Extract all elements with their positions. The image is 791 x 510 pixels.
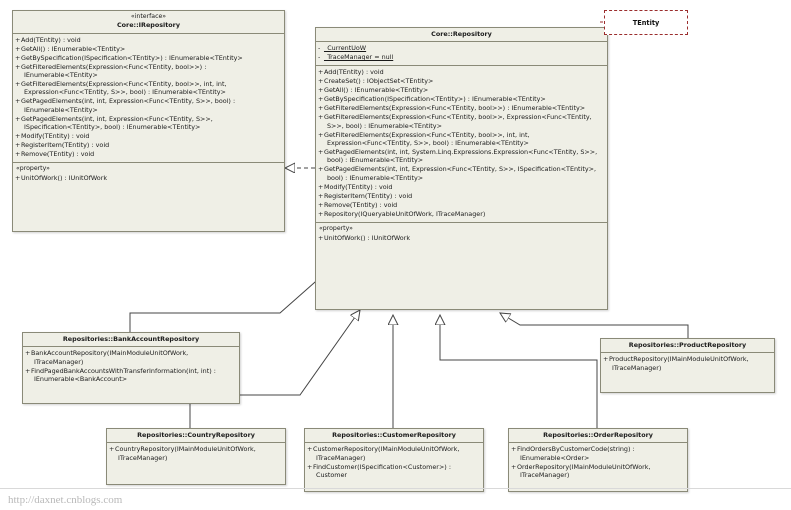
visibility-marker: + <box>15 114 21 123</box>
member-row <box>318 86 605 94</box>
member-signature: GetPagedElements(int, int, Expression<Func<TEntity, S>>, ISpecification<TEntity>, bool) : IEnumerable<TEntity> <box>324 165 596 182</box>
class-box-product-repository[interactable] <box>600 338 775 393</box>
class-members-product-repository <box>601 353 774 375</box>
member-row <box>318 131 605 148</box>
class-header-order-repository <box>509 429 687 443</box>
visibility-marker: + <box>318 77 324 86</box>
member-row <box>318 113 605 130</box>
property-caption: «property» <box>319 224 353 232</box>
property-row <box>318 234 605 242</box>
class-properties-icore-repository <box>13 163 284 186</box>
visibility-marker: + <box>318 191 324 200</box>
member-row <box>318 210 605 218</box>
member-signature: CustomerRepository(IMainModuleUnitOfWork, ITraceManager) <box>313 445 460 462</box>
member-row <box>511 463 685 480</box>
class-box-core-repository[interactable] <box>315 27 608 310</box>
visibility-marker: + <box>307 462 313 471</box>
member-signature: GetFilteredElements(Expression<Func<TEntity, bool>>, int, int, Expression<Func<TEntity, S>>, bool) : IEnumerable<TEntity> <box>324 130 530 147</box>
class-header-product-repository <box>601 339 774 353</box>
class-name: Repositories::BankAccountRepository <box>62 335 200 343</box>
visibility-marker: + <box>15 79 21 88</box>
member-row <box>318 201 605 209</box>
member-signature: Remove(TEntity) : void <box>324 200 398 209</box>
class-name: Core::Repository <box>431 30 492 38</box>
visibility-marker: + <box>15 174 21 183</box>
field-name: _TraceManager = null <box>324 53 394 62</box>
visibility-marker: + <box>603 355 609 364</box>
visibility-marker: + <box>318 104 324 113</box>
member-signature: GetBySpecification(ISpecification<TEntity>) : IEnumerable<TEntity> <box>324 95 546 104</box>
visibility-marker: - <box>318 53 321 62</box>
visibility-marker: + <box>318 95 324 104</box>
watermark-text: http://daxnet.cnblogs.com <box>8 494 123 506</box>
member-row <box>307 445 481 462</box>
class-header-country-repository <box>107 429 285 443</box>
visibility-marker: + <box>15 44 21 53</box>
footer-divider <box>0 488 791 489</box>
class-name: Repositories::ProductRepository <box>628 341 747 349</box>
member-row <box>25 349 237 366</box>
member-row <box>15 150 282 158</box>
class-properties-core-repository <box>316 223 607 246</box>
class-name: Core::IRepository <box>116 21 181 30</box>
class-name: Repositories::CountryRepository <box>137 431 255 439</box>
member-row <box>15 54 282 62</box>
visibility-marker: + <box>318 233 324 242</box>
member-row <box>15 45 282 53</box>
visibility-marker: + <box>15 62 21 71</box>
member-row <box>318 77 605 85</box>
visibility-marker: + <box>318 200 324 209</box>
class-members-core-repository <box>316 66 607 222</box>
visibility-marker: + <box>318 68 324 77</box>
member-signature: Remove(TEntity) : void <box>21 150 95 159</box>
property-signature: UnitOfWork() : IUnitOfWork <box>324 233 411 242</box>
visibility-marker: + <box>15 150 21 159</box>
field-row <box>318 44 605 52</box>
field-name: _CurrentUoW <box>324 44 367 53</box>
visibility-marker: + <box>109 445 115 454</box>
member-row <box>15 36 282 44</box>
class-box-country-repository[interactable] <box>106 428 286 485</box>
visibility-marker: + <box>318 209 324 218</box>
member-signature: Add(TEntity) : void <box>21 35 81 44</box>
visibility-marker: + <box>15 35 21 44</box>
member-signature: GetAll() : IEnumerable<TEntity> <box>21 44 126 53</box>
class-header-core-repository <box>316 28 607 42</box>
class-box-customer-repository[interactable] <box>304 428 484 492</box>
property-row <box>15 174 282 182</box>
property-signature: UnitOfWork() : IUnitOfWork <box>21 174 108 183</box>
member-signature: GetFilteredElements(Expression<Func<TEntity, bool>>) : IEnumerable<TEntity> <box>21 62 207 79</box>
member-signature: FindCustomer(ISpecification<Customer>) : Customer <box>313 462 451 480</box>
member-row <box>15 63 282 80</box>
class-members-country-repository <box>107 443 285 465</box>
member-row <box>307 463 481 480</box>
class-header-customer-repository <box>305 429 483 443</box>
member-row <box>511 445 685 462</box>
member-row <box>603 355 772 372</box>
type-parameter-note-tentity[interactable] <box>604 10 688 35</box>
member-row <box>318 104 605 112</box>
member-signature: FindPagedBankAccountsWithTransferInformation(int, int) : IEnumerable<BankAccount> <box>31 366 216 384</box>
member-row <box>318 183 605 191</box>
property-caption: «property» <box>16 164 50 172</box>
visibility-marker: + <box>318 165 324 174</box>
member-signature: Add(TEntity) : void <box>324 68 384 77</box>
member-signature: GetFilteredElements(Expression<Func<TEntity, bool>>, Expression<Func<TEntity, S>>, bool) : IEnumerable<TEntity> <box>324 113 592 130</box>
member-signature: CreateSet() : IObjectSet<TEntity> <box>324 77 434 86</box>
note-label: TEntity <box>632 18 660 27</box>
class-header-icore-repository <box>13 11 284 34</box>
visibility-marker: + <box>511 445 517 454</box>
member-row <box>318 148 605 165</box>
class-members-bank-account-repository <box>23 347 239 387</box>
visibility-marker: + <box>318 147 324 156</box>
class-fields-core-repository <box>316 42 607 66</box>
visibility-marker: + <box>318 113 324 122</box>
member-signature: GetPagedElements(int, int, Expression<Func<TEntity, S>>, bool) : IEnumerable<TEntity> <box>21 97 236 114</box>
member-signature: ProductRepository(IMainModuleUnitOfWork, ITraceManager) <box>609 355 749 372</box>
member-row <box>15 132 282 140</box>
member-signature: Repository(IQueryableUnitOfWork, ITraceManager) <box>324 209 486 218</box>
member-signature: BankAccountRepository(IMainModuleUnitOfWork, ITraceManager) <box>31 349 189 366</box>
member-signature: GetBySpecification(ISpecification<TEntity>) : IEnumerable<TEntity> <box>21 53 243 62</box>
class-members-icore-repository <box>13 34 284 163</box>
class-header-bank-account-repository <box>23 333 239 347</box>
visibility-marker: + <box>318 86 324 95</box>
member-row <box>318 68 605 76</box>
visibility-marker: + <box>15 132 21 141</box>
member-signature: Modify(TEntity) : void <box>324 182 393 191</box>
visibility-marker: + <box>511 462 517 471</box>
member-row <box>109 445 283 462</box>
member-row <box>318 95 605 103</box>
member-row <box>15 80 282 97</box>
field-row <box>318 53 605 61</box>
member-row <box>25 367 237 384</box>
class-members-order-repository <box>509 443 687 483</box>
class-box-order-repository[interactable] <box>508 428 688 492</box>
member-signature: CountryRepository(IMainModuleUnitOfWork, ITraceManager) <box>115 445 256 462</box>
member-signature: FindOrdersByCustomerCode(string) : IEnumerable<Order> <box>517 445 635 462</box>
class-box-icore-repository[interactable] <box>12 10 285 232</box>
visibility-marker: + <box>25 366 31 375</box>
member-row <box>318 165 605 182</box>
member-signature: OrderRepository(IMainModuleUnitOfWork, ITraceManager) <box>517 462 651 480</box>
class-members-customer-repository <box>305 443 483 483</box>
visibility-marker: + <box>15 53 21 62</box>
member-row <box>15 97 282 114</box>
member-signature: Modify(TEntity) : void <box>21 132 90 141</box>
visibility-marker: + <box>318 182 324 191</box>
class-box-bank-account-repository[interactable] <box>22 332 240 404</box>
visibility-marker: + <box>15 97 21 106</box>
class-stereotype: «interface» <box>130 13 167 20</box>
visibility-marker: - <box>318 44 321 53</box>
member-signature: RegisterItem(TEntity) : void <box>21 141 110 150</box>
visibility-marker: + <box>15 141 21 150</box>
member-signature: RegisterItem(TEntity) : void <box>324 191 413 200</box>
member-row <box>318 192 605 200</box>
member-signature: GetAll() : IEnumerable<TEntity> <box>324 86 429 95</box>
class-name: Repositories::CustomerRepository <box>332 431 456 439</box>
member-signature: GetPagedElements(int, int, System.Linq.Expressions.Expression<Func<TEntity, S>>, bool) : IEnumerable<TEntity> <box>324 147 598 165</box>
member-row <box>15 115 282 132</box>
visibility-marker: + <box>25 349 31 358</box>
class-name: Repositories::OrderRepository <box>543 431 653 439</box>
visibility-marker: + <box>307 445 313 454</box>
member-signature: GetFilteredElements(Expression<Func<TEntity, bool>>, int, int, Expression<Func<TEntity, S>>, bool) : IEnumerable<TEntity> <box>21 79 227 97</box>
member-signature: GetPagedElements(int, int, Expression<Func<TEntity, S>>, ISpecification<TEntity>, bool) : IEnumerable<TEntity> <box>21 114 213 132</box>
member-row <box>15 141 282 149</box>
member-signature: GetFilteredElements(Expression<Func<TEntity, bool>>) : IEnumerable<TEntity> <box>324 104 586 113</box>
visibility-marker: + <box>318 130 324 139</box>
